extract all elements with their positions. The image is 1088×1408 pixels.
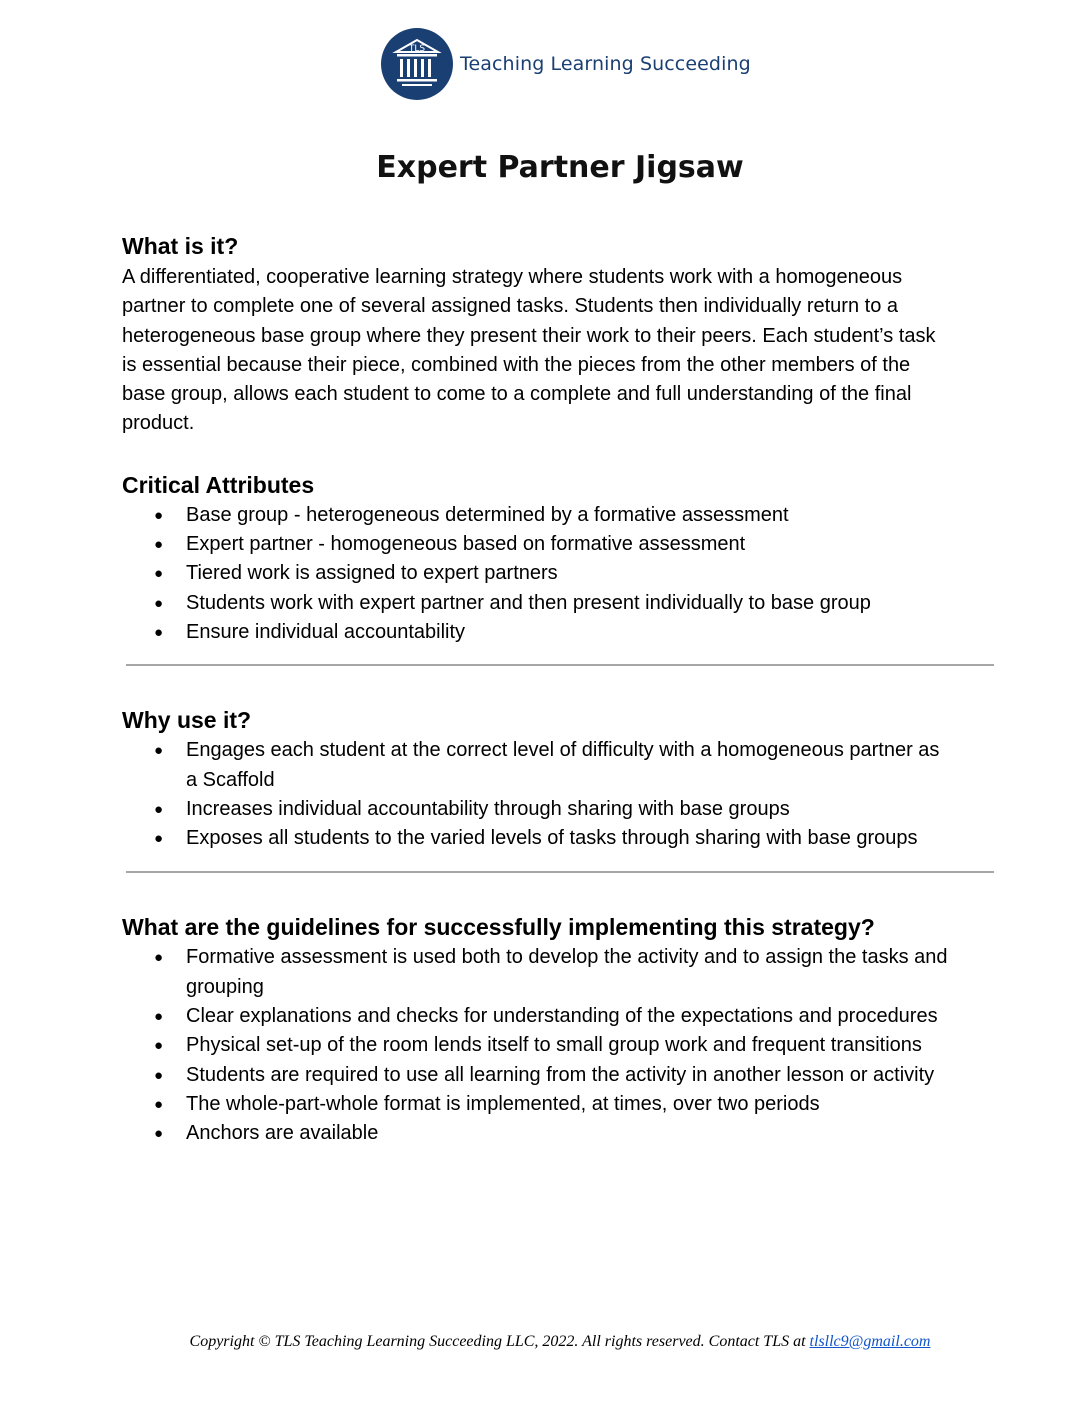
bullet-icon: ● <box>154 830 164 848</box>
list-item <box>122 1031 1002 1060</box>
what-is-it-section <box>122 230 1002 439</box>
guidelines-section <box>122 911 1002 1148</box>
list-item <box>122 589 1002 618</box>
para-line: partner to complete one of several assigned tasks. Students then individually return to a <box>122 295 899 318</box>
brand-name: Teaching Learning Succeeding <box>460 53 751 75</box>
bullet-icon: ● <box>154 536 164 554</box>
page-title: Expert Partner Jigsaw <box>376 150 744 185</box>
list-item-text: Physical set-up of the room lends itself to small group work and frequent transitions <box>186 1034 922 1057</box>
list-item <box>122 795 1002 824</box>
section-divider <box>126 664 994 666</box>
para-line: A differentiated, cooperative learning strategy where students work with a homogeneous <box>122 266 903 288</box>
bullet-icon: ● <box>154 1008 164 1026</box>
list-item <box>122 1090 1002 1119</box>
list-item-text: Formative assessment is used both to develop the activity and to assign the tasks and <box>186 946 948 969</box>
copyright-footer <box>0 1333 1088 1351</box>
list-item-text: The whole-part-whole format is implemented, at times, over two periods <box>186 1092 820 1115</box>
why-use-it-list <box>122 736 1002 853</box>
guidelines-heading: What are the guidelines for successfully implementing this strategy? <box>122 914 875 941</box>
list-item-text: grouping <box>186 975 264 998</box>
list-item-text: Students are required to use all learning from the activity in another lesson or activity <box>186 1063 935 1086</box>
bullet-icon: ● <box>154 594 164 612</box>
header-logo <box>380 27 751 101</box>
list-item-text: Base group - heterogeneous determined by a formative assessment <box>186 503 789 526</box>
list-item <box>122 736 1002 795</box>
bullet-icon: ● <box>154 565 164 583</box>
list-item <box>122 1002 1002 1031</box>
logo-tls-text: TLS <box>408 44 426 54</box>
what-is-it-paragraph <box>122 263 1002 439</box>
contact-email-link[interactable]: tlsllc9@gmail.com <box>809 1333 931 1350</box>
critical-attributes-section <box>122 469 1002 647</box>
list-item <box>122 501 1002 530</box>
list-item-text: Exposes all students to the varied levels of tasks through sharing with base groups <box>186 827 918 850</box>
para-line: product. <box>122 412 195 435</box>
guidelines-list <box>122 943 1002 1148</box>
tls-building-logo-icon <box>380 27 454 101</box>
bullet-icon: ● <box>154 800 164 818</box>
critical-attributes-heading: Critical Attributes <box>122 471 315 498</box>
what-is-it-heading: What is it? <box>122 233 239 259</box>
list-item-text: Expert partner - homogeneous based on formative assessment <box>186 533 746 556</box>
document-body <box>122 228 1002 1149</box>
list-item-text: Increases individual accountability through sharing with base groups <box>186 797 790 820</box>
para-line: heterogeneous base group where they present their work to their peers. Each student’s task <box>122 324 936 347</box>
list-item <box>122 943 1002 1002</box>
bullet-icon: ● <box>154 949 164 967</box>
list-item <box>122 1061 1002 1090</box>
bullet-icon: ● <box>154 1037 164 1055</box>
bullet-icon: ● <box>154 1125 164 1143</box>
bullet-icon: ● <box>154 742 164 760</box>
bullet-icon: ● <box>154 623 164 641</box>
list-item <box>122 530 1002 559</box>
list-item-text: Students work with expert partner and then present individually to base group <box>186 591 871 614</box>
why-use-it-heading: Why use it? <box>122 707 252 734</box>
critical-attributes-list <box>122 501 1002 647</box>
list-item <box>122 559 1002 588</box>
list-item <box>122 618 1002 647</box>
copyright-text: Copyright © TLS Teaching Learning Succeeding LLC, 2022. All rights reserved. Contact TLS at <box>189 1333 810 1350</box>
list-item-text: Tiered work is assigned to expert partners <box>186 562 558 585</box>
section-divider <box>126 871 994 873</box>
bullet-icon: ● <box>154 506 164 524</box>
list-item <box>122 1119 1002 1148</box>
list-item-text: a Scaffold <box>186 768 275 791</box>
list-item-text: Ensure individual accountability <box>186 620 466 643</box>
list-item-text: Engages each student at the correct level of difficulty with a homogeneous partner as <box>186 739 940 762</box>
why-use-it-section <box>122 704 1002 853</box>
para-line: is essential because their piece, combined with the pieces from the other members of the <box>122 353 911 376</box>
list-item-text: Clear explanations and checks for understanding of the expectations and procedures <box>186 1005 938 1028</box>
list-item-text: Anchors are available <box>186 1122 379 1145</box>
list-item <box>122 824 1002 853</box>
bullet-icon: ● <box>154 1066 164 1084</box>
para-line: base group, allows each student to come to a complete and full understanding of the final <box>122 383 912 406</box>
bullet-icon: ● <box>154 1095 164 1113</box>
